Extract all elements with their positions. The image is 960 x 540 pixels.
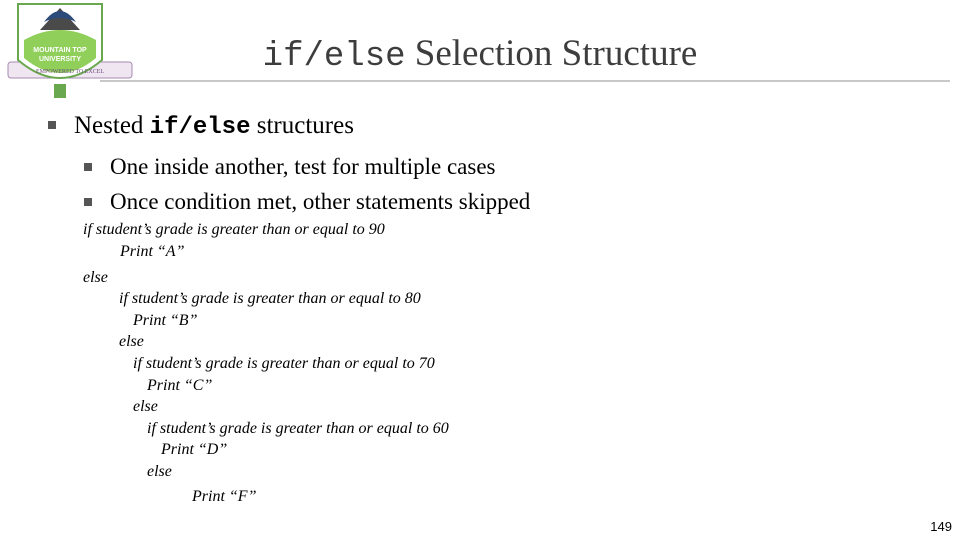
logo-motto: EMPOWERED TO EXCEL [35, 69, 105, 75]
pseudocode-line: else [119, 333, 144, 350]
bullet-marker [84, 198, 92, 206]
bullet-prefix: Nested [74, 112, 150, 139]
pseudocode-line: else [133, 398, 158, 415]
sub-bullet-text: One inside another, test for multiple cases [110, 154, 496, 179]
sub-bullet-text: Once condition met, other statements skipped [110, 189, 531, 214]
pseudocode-line: if student’s grade is greater than or equal to 60 [147, 420, 449, 437]
sub-bullet [84, 154, 496, 180]
bullet-marker [84, 163, 92, 171]
pseudocode-line: Print “F” [192, 488, 257, 505]
pseudocode-line: if student’s grade is greater than or equal to 90 [83, 221, 385, 238]
page-number: 149 [930, 519, 952, 534]
pseudocode-line: else [147, 463, 172, 480]
pseudocode-line: Print “A” [120, 243, 185, 260]
logo-text-bottom: UNIVERSITY [38, 56, 82, 63]
title-divider [100, 80, 950, 82]
sub-bullet [84, 189, 530, 215]
bullet-marker [48, 121, 56, 129]
logo-text-top: MOUNTAIN TOP [33, 47, 87, 54]
title-text: Selection Structure [405, 33, 698, 74]
bullet-suffix: structures [250, 112, 354, 139]
slide-title [0, 32, 960, 76]
pseudocode-line: if student’s grade is greater than or equal to 80 [119, 290, 421, 307]
pseudocode-line: Print “B” [133, 312, 198, 329]
pseudocode-line: if student’s grade is greater than or equal to 70 [133, 355, 435, 372]
title-code: if/else [262, 38, 406, 76]
pseudocode-line: Print “C” [147, 377, 213, 394]
pseudocode-line: Print “D” [161, 441, 228, 458]
pseudocode-line: else [83, 269, 108, 286]
bullet-nested [48, 112, 354, 141]
bullet-code: if/else [149, 114, 251, 141]
